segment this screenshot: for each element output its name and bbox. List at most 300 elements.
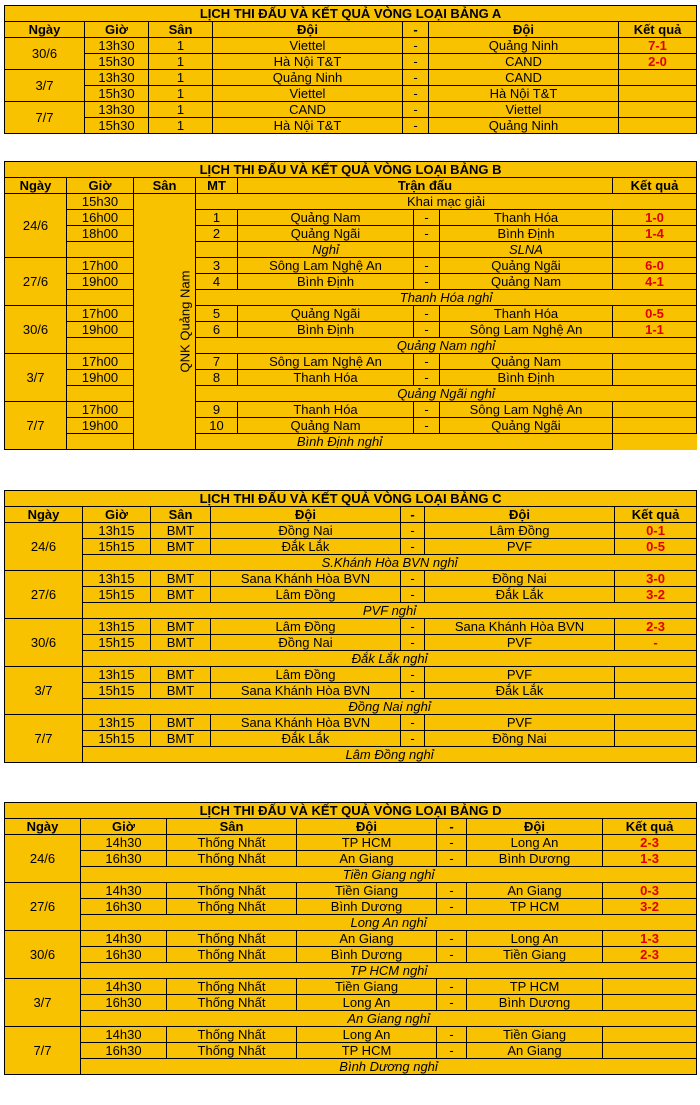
result-cell	[615, 667, 697, 683]
date-cell: 30/6	[5, 931, 81, 979]
venue-cell: BMT	[151, 731, 211, 747]
table-row	[5, 274, 697, 290]
team1-cell: Đồng Nai	[211, 635, 401, 651]
team2-cell: An Giang	[467, 1043, 603, 1059]
header-result: Kết quả	[603, 819, 697, 835]
time-cell: 14h30	[81, 979, 167, 995]
team2-cell: TP HCM	[467, 979, 603, 995]
rest-note-cell: Đắk Lắk nghỉ	[83, 651, 697, 667]
team2-cell: Long An	[467, 931, 603, 947]
team1-cell: Tiền Giang	[297, 979, 437, 995]
time-cell: 17h00	[67, 306, 134, 322]
team2-cell: Đồng Nai	[425, 571, 615, 587]
dash-cell: -	[414, 258, 440, 274]
dash-cell: -	[414, 418, 440, 434]
rest-note-cell: Quảng Nam nghỉ	[196, 338, 697, 354]
table-row	[5, 963, 697, 979]
table-row	[5, 258, 697, 274]
group-b-table	[4, 161, 697, 450]
table-row	[5, 915, 697, 931]
mt-cell: 4	[196, 274, 238, 290]
time-cell	[67, 290, 134, 306]
team2-cell: Quảng Nam	[440, 354, 613, 370]
result-cell	[613, 402, 697, 418]
team1-cell: Sana Khánh Hòa BVN	[211, 683, 401, 699]
team1-cell: Viettel	[213, 38, 403, 54]
table-row	[5, 70, 697, 86]
table-row	[5, 899, 697, 915]
team1-cell: Sana Khánh Hòa BVN	[211, 715, 401, 731]
result-cell: 0-5	[615, 539, 697, 555]
time-cell	[67, 242, 134, 258]
date-cell: 30/6	[5, 619, 83, 667]
team1-cell: Bình Định	[238, 274, 414, 290]
mt-cell: 7	[196, 354, 238, 370]
dash-cell: -	[437, 947, 467, 963]
venue-cell: BMT	[151, 587, 211, 603]
team1-cell: Đắk Lắk	[211, 539, 401, 555]
header-team1: Đội	[297, 819, 437, 835]
dash-cell: -	[437, 883, 467, 899]
result-cell	[619, 118, 697, 134]
table-row	[5, 851, 697, 867]
result-cell: 1-1	[613, 322, 697, 338]
time-cell	[67, 338, 134, 354]
header-time: Giờ	[83, 507, 151, 523]
mt-cell: 9	[196, 402, 238, 418]
time-cell: 16h30	[81, 995, 167, 1011]
header-venue: Sân	[151, 507, 211, 523]
venue-cell: 1	[149, 86, 213, 102]
date-cell: 7/7	[5, 1027, 81, 1075]
group-d-table	[4, 802, 697, 1075]
team1-cell: Tiền Giang	[297, 883, 437, 899]
time-cell: 13h30	[85, 102, 149, 118]
date-cell: 24/6	[5, 194, 67, 258]
team2-cell: Bình Dương	[467, 851, 603, 867]
result-cell: 0-1	[615, 523, 697, 539]
rest-note-cell: Lâm Đồng nghỉ	[83, 747, 697, 763]
header-date: Ngày	[5, 819, 81, 835]
time-cell: 18h00	[67, 226, 134, 242]
dash-cell: -	[403, 70, 429, 86]
table-row	[5, 402, 697, 418]
rest-note-cell: PVF nghỉ	[83, 603, 697, 619]
venue-cell: 1	[149, 38, 213, 54]
team2-cell: PVF	[425, 667, 615, 683]
header-date: Ngày	[5, 22, 85, 38]
table-row	[5, 242, 697, 258]
group-a-table	[4, 5, 697, 134]
table-row	[5, 883, 697, 899]
venue-cell: Thống Nhất	[167, 947, 297, 963]
venue-cell	[134, 194, 196, 450]
venue-cell: Thống Nhất	[167, 899, 297, 915]
header-dash: -	[403, 22, 429, 38]
dash-cell: -	[414, 370, 440, 386]
dash-cell: -	[401, 715, 425, 731]
dash-cell: -	[437, 1027, 467, 1043]
header-mt: MT	[196, 178, 238, 194]
team1-cell: Sana Khánh Hòa BVN	[211, 571, 401, 587]
time-cell: 16h30	[81, 1043, 167, 1059]
team1-cell: Quảng Ninh	[213, 70, 403, 86]
team1-cell: An Giang	[297, 931, 437, 947]
result-cell: 3-2	[615, 587, 697, 603]
table-row	[5, 619, 697, 635]
table-row	[5, 38, 697, 54]
venue-cell: BMT	[151, 619, 211, 635]
group-b-header-row	[5, 178, 697, 194]
time-cell: 15h15	[83, 683, 151, 699]
result-cell: 2-3	[615, 619, 697, 635]
table-row	[5, 418, 697, 434]
venue-cell: Thống Nhất	[167, 883, 297, 899]
table-row	[5, 667, 697, 683]
team2-cell: PVF	[425, 539, 615, 555]
result-cell	[613, 354, 697, 370]
mt-cell: 3	[196, 258, 238, 274]
group-a-title: LỊCH THI ĐẤU VÀ KẾT QUẢ VÒNG LOẠI BẢNG A	[5, 6, 697, 22]
time-cell: 15h15	[83, 635, 151, 651]
dash-cell: -	[437, 979, 467, 995]
opening-ceremony-cell: Khai mạc giải	[196, 194, 697, 210]
rest-note-cell: Bình Dương nghỉ	[81, 1059, 697, 1075]
date-cell: 27/6	[5, 883, 81, 931]
rest-team-cell: SLNA	[440, 242, 613, 258]
rest-note-cell: Đồng Nai nghỉ	[83, 699, 697, 715]
team2-cell: Tiền Giang	[467, 947, 603, 963]
result-cell: 2-0	[619, 54, 697, 70]
rest-note-cell: An Giang nghỉ	[81, 1011, 697, 1027]
result-cell: 2-3	[603, 947, 697, 963]
team1-cell: Quảng Ngãi	[238, 226, 414, 242]
team2-cell: Sông Lam Nghệ An	[440, 322, 613, 338]
venue-cell: BMT	[151, 715, 211, 731]
table-row	[5, 118, 697, 134]
header-date: Ngày	[5, 178, 67, 194]
team2-cell: CAND	[429, 54, 619, 70]
mt-cell: 5	[196, 306, 238, 322]
dash-cell: -	[414, 354, 440, 370]
mt-cell: 8	[196, 370, 238, 386]
time-cell: 13h15	[83, 571, 151, 587]
table-row	[5, 1043, 697, 1059]
team2-cell: Thanh Hóa	[440, 306, 613, 322]
table-row	[5, 979, 697, 995]
venue-cell: Thống Nhất	[167, 995, 297, 1011]
time-cell: 19h00	[67, 322, 134, 338]
time-cell: 15h30	[85, 118, 149, 134]
mt-cell: 1	[196, 210, 238, 226]
table-row	[5, 1027, 697, 1043]
team2-cell: TP HCM	[467, 899, 603, 915]
header-team1: Đội	[211, 507, 401, 523]
result-cell	[613, 370, 697, 386]
venue-cell: Thống Nhất	[167, 835, 297, 851]
result-cell: 3-0	[615, 571, 697, 587]
rest-note-cell: Bình Định nghỉ	[67, 434, 613, 450]
group-c-header-row	[5, 507, 697, 523]
time-cell: 15h15	[83, 731, 151, 747]
rest-label-cell: Nghỉ	[238, 242, 414, 258]
table-row	[5, 434, 697, 450]
team2-cell: CAND	[429, 70, 619, 86]
team1-cell: Bình Dương	[297, 899, 437, 915]
time-cell: 15h15	[83, 539, 151, 555]
table-row	[5, 338, 697, 354]
table-row	[5, 226, 697, 242]
result-cell	[615, 683, 697, 699]
table-row	[5, 995, 697, 1011]
team2-cell: Sana Khánh Hòa BVN	[425, 619, 615, 635]
time-cell: 17h00	[67, 402, 134, 418]
venue-cell: Thống Nhất	[167, 931, 297, 947]
table-row	[5, 523, 697, 539]
team1-cell: Sông Lam Nghệ An	[238, 258, 414, 274]
table-row	[5, 835, 697, 851]
team1-cell: Long An	[297, 1027, 437, 1043]
dash-cell: -	[437, 851, 467, 867]
date-cell: 7/7	[5, 715, 83, 763]
dash-cell: -	[414, 226, 440, 242]
venue-cell: BMT	[151, 635, 211, 651]
time-cell: 15h15	[83, 587, 151, 603]
team2-cell: Đắk Lắk	[425, 587, 615, 603]
team2-cell: Hà Nội T&T	[429, 86, 619, 102]
table-row	[5, 1011, 697, 1027]
time-cell: 16h30	[81, 899, 167, 915]
group-b-title: LỊCH THI ĐẤU VÀ KẾT QUẢ VÒNG LOẠI BẢNG B	[5, 162, 697, 178]
team2-cell: Lâm Đồng	[425, 523, 615, 539]
team2-cell: PVF	[425, 715, 615, 731]
table-row	[5, 651, 697, 667]
result-cell: 1-4	[613, 226, 697, 242]
team1-cell: Bình Định	[238, 322, 414, 338]
result-cell	[603, 979, 697, 995]
time-cell: 13h15	[83, 619, 151, 635]
venue-cell: BMT	[151, 683, 211, 699]
dash-cell: -	[403, 38, 429, 54]
rest-note-cell: Thanh Hóa nghỉ	[196, 290, 697, 306]
header-time: Giờ	[67, 178, 134, 194]
team2-cell: Tiền Giang	[467, 1027, 603, 1043]
mt-cell: 10	[196, 418, 238, 434]
dash-cell: -	[414, 210, 440, 226]
team1-cell: Long An	[297, 995, 437, 1011]
dash-cell: -	[401, 587, 425, 603]
dash-cell: -	[414, 322, 440, 338]
table-row	[5, 747, 697, 763]
table-row	[5, 322, 697, 338]
result-cell: 1-0	[613, 210, 697, 226]
result-cell	[613, 242, 697, 258]
header-venue: Sân	[149, 22, 213, 38]
team1-cell: An Giang	[297, 851, 437, 867]
time-cell: 17h00	[67, 258, 134, 274]
table-row	[5, 354, 697, 370]
header-result: Kết quả	[619, 22, 697, 38]
dash-cell: -	[437, 835, 467, 851]
header-time: Giờ	[85, 22, 149, 38]
team1-cell: Lâm Đồng	[211, 619, 401, 635]
result-cell: 0-5	[613, 306, 697, 322]
dash-cell: -	[414, 402, 440, 418]
team1-cell: CAND	[213, 102, 403, 118]
table-row	[5, 306, 697, 322]
table-row	[5, 290, 697, 306]
team2-cell: Quảng Ngãi	[440, 258, 613, 274]
result-cell: 1-3	[603, 851, 697, 867]
result-cell: 0-3	[603, 883, 697, 899]
result-cell	[603, 1043, 697, 1059]
result-cell: -	[615, 635, 697, 651]
rest-note-cell: Quảng Ngãi nghỉ	[196, 386, 697, 402]
result-cell: 4-1	[613, 274, 697, 290]
date-cell: 24/6	[5, 523, 83, 571]
time-cell: 16h00	[67, 210, 134, 226]
venue-cell: 1	[149, 102, 213, 118]
time-cell: 16h30	[81, 851, 167, 867]
dash-cell	[414, 242, 440, 258]
time-cell: 14h30	[81, 883, 167, 899]
result-cell	[603, 1027, 697, 1043]
table-row	[5, 102, 697, 118]
time-cell: 15h30	[67, 194, 134, 210]
header-venue: Sân	[167, 819, 297, 835]
mt-cell	[196, 242, 238, 258]
team1-cell: Đắk Lắk	[211, 731, 401, 747]
team2-cell: PVF	[425, 635, 615, 651]
team1-cell: Quảng Nam	[238, 418, 414, 434]
team2-cell: An Giang	[467, 883, 603, 899]
time-cell: 13h15	[83, 523, 151, 539]
date-cell: 7/7	[5, 102, 85, 134]
date-cell: 24/6	[5, 835, 81, 883]
header-team1: Đội	[213, 22, 403, 38]
result-cell	[619, 86, 697, 102]
date-cell: 7/7	[5, 402, 67, 450]
group-a-header-row	[5, 22, 697, 38]
venue-cell: 1	[149, 70, 213, 86]
team1-cell: Quảng Ngãi	[238, 306, 414, 322]
venue-cell: BMT	[151, 539, 211, 555]
result-cell	[615, 731, 697, 747]
table-row	[5, 555, 697, 571]
venue-cell: 1	[149, 118, 213, 134]
dash-cell: -	[403, 118, 429, 134]
table-row	[5, 947, 697, 963]
header-venue: Sân	[134, 178, 196, 194]
team2-cell: Long An	[467, 835, 603, 851]
table-row	[5, 370, 697, 386]
dash-cell: -	[414, 274, 440, 290]
date-cell: 27/6	[5, 258, 67, 306]
team2-cell: Bình Định	[440, 370, 613, 386]
dash-cell: -	[401, 571, 425, 587]
time-cell: 16h30	[81, 947, 167, 963]
result-cell: 3-2	[603, 899, 697, 915]
team2-cell: Quảng Ninh	[429, 118, 619, 134]
team1-cell: Hà Nội T&T	[213, 118, 403, 134]
result-cell: 1-3	[603, 931, 697, 947]
dash-cell: -	[437, 1043, 467, 1059]
dash-cell: -	[437, 899, 467, 915]
date-cell: 30/6	[5, 38, 85, 70]
team2-cell: Bình Định	[440, 226, 613, 242]
date-cell: 3/7	[5, 70, 85, 102]
header-team2: Đội	[425, 507, 615, 523]
date-cell: 3/7	[5, 979, 81, 1027]
table-row	[5, 931, 697, 947]
time-cell: 13h30	[85, 38, 149, 54]
team2-cell: Quảng Nam	[440, 274, 613, 290]
table-row	[5, 699, 697, 715]
dash-cell: -	[401, 619, 425, 635]
time-cell	[67, 386, 134, 402]
table-row	[5, 210, 697, 226]
header-time: Giờ	[81, 819, 167, 835]
table-row	[5, 867, 697, 883]
dash-cell: -	[401, 539, 425, 555]
table-row	[5, 54, 697, 70]
dash-cell: -	[403, 86, 429, 102]
time-cell: 19h00	[67, 370, 134, 386]
header-dash: -	[401, 507, 425, 523]
team2-cell: Viettel	[429, 102, 619, 118]
venue-cell: 1	[149, 54, 213, 70]
table-row	[5, 571, 697, 587]
mt-cell: 2	[196, 226, 238, 242]
time-cell: 13h30	[85, 70, 149, 86]
group-d-header-row	[5, 819, 697, 835]
table-row	[5, 539, 697, 555]
dash-cell: -	[414, 306, 440, 322]
date-cell: 3/7	[5, 667, 83, 715]
team2-cell: Quảng Ninh	[429, 38, 619, 54]
team1-cell: Đồng Nai	[211, 523, 401, 539]
dash-cell: -	[401, 667, 425, 683]
group-c-title: LỊCH THI ĐẤU VÀ KẾT QUẢ VÒNG LOẠI BẢNG C	[5, 491, 697, 507]
table-row	[5, 635, 697, 651]
mt-cell: 6	[196, 322, 238, 338]
time-cell: 14h30	[81, 931, 167, 947]
team2-cell: Đắk Lắk	[425, 683, 615, 699]
venue-cell: BMT	[151, 667, 211, 683]
time-cell: 13h15	[83, 667, 151, 683]
time-cell: 17h00	[67, 354, 134, 370]
result-cell	[613, 418, 697, 434]
header-dash: -	[437, 819, 467, 835]
time-cell: 15h30	[85, 86, 149, 102]
team1-cell: Lâm Đồng	[211, 667, 401, 683]
team1-cell: Sông Lam Nghệ An	[238, 354, 414, 370]
team2-cell: Đồng Nai	[425, 731, 615, 747]
time-cell: 15h30	[85, 54, 149, 70]
team1-cell: TP HCM	[297, 1043, 437, 1059]
team2-cell: Quảng Ngãi	[440, 418, 613, 434]
team2-cell: Bình Dương	[467, 995, 603, 1011]
team1-cell: TP HCM	[297, 835, 437, 851]
table-row	[5, 86, 697, 102]
rest-note-cell: S.Khánh Hòa BVN nghỉ	[83, 555, 697, 571]
dash-cell: -	[403, 102, 429, 118]
date-cell: 27/6	[5, 571, 83, 619]
result-cell: 7-1	[619, 38, 697, 54]
team1-cell: Thanh Hóa	[238, 370, 414, 386]
table-row	[5, 1059, 697, 1075]
dash-cell: -	[437, 931, 467, 947]
